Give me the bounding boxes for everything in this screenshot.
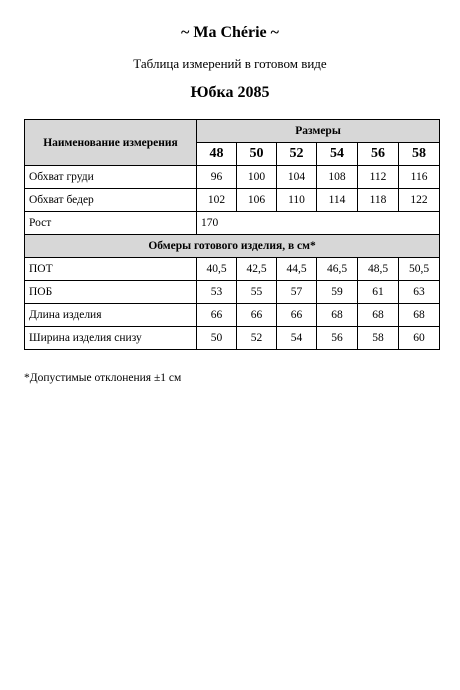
product-name: Юбка 2085 xyxy=(190,84,270,101)
size-cell: 50 xyxy=(237,143,277,166)
value-cell: 68 xyxy=(358,304,399,327)
value-cell: 42,5 xyxy=(237,258,277,281)
size-cell: 56 xyxy=(358,143,399,166)
row-label: Обхват груди xyxy=(25,166,197,189)
value-cell: 108 xyxy=(317,166,358,189)
row-label: ПОТ xyxy=(25,258,197,281)
table-header-row xyxy=(25,120,440,143)
table-row xyxy=(25,212,440,235)
value-cell: 66 xyxy=(237,304,277,327)
value-cell: 50 xyxy=(197,327,237,350)
value-cell: 50,5 xyxy=(399,258,440,281)
value-cell: 58 xyxy=(358,327,399,350)
sizes-header: Размеры xyxy=(197,120,440,143)
value-cell: 52 xyxy=(237,327,277,350)
section-header-row xyxy=(25,235,440,258)
value-cell: 122 xyxy=(399,189,440,212)
chart-subtitle: Таблица измерений в готовом виде xyxy=(133,56,327,71)
value-cell: 53 xyxy=(197,281,237,304)
value-cell: 102 xyxy=(197,189,237,212)
garment-measurements-header: Обмеры готового изделия, в см* xyxy=(25,235,440,258)
table-row xyxy=(25,281,440,304)
row-label: Длина изделия xyxy=(25,304,197,327)
value-cell: 40,5 xyxy=(197,258,237,281)
size-cell: 54 xyxy=(317,143,358,166)
row-label: Рост xyxy=(25,212,197,235)
value-cell: 112 xyxy=(358,166,399,189)
value-cell: 106 xyxy=(237,189,277,212)
value-cell: 110 xyxy=(277,189,317,212)
value-cell: 54 xyxy=(277,327,317,350)
value-cell: 57 xyxy=(277,281,317,304)
tolerance-note: *Допустимые отклонения ±1 см xyxy=(24,372,182,384)
value-cell: 44,5 xyxy=(277,258,317,281)
value-cell: 61 xyxy=(358,281,399,304)
table-row xyxy=(25,258,440,281)
value-cell: 56 xyxy=(317,327,358,350)
value-cell: 60 xyxy=(399,327,440,350)
value-cell: 68 xyxy=(317,304,358,327)
value-cell: 68 xyxy=(399,304,440,327)
value-cell: 48,5 xyxy=(358,258,399,281)
row-label: Ширина изделия снизу xyxy=(25,327,197,350)
table-row xyxy=(25,166,440,189)
value-cell: 118 xyxy=(358,189,399,212)
table-row xyxy=(25,189,440,212)
value-cell: 63 xyxy=(399,281,440,304)
value-cell: 66 xyxy=(277,304,317,327)
row-label: ПОБ xyxy=(25,281,197,304)
row-label: Обхват бедер xyxy=(25,189,197,212)
value-cell: 114 xyxy=(317,189,358,212)
height-value: 170 xyxy=(197,212,440,235)
value-cell: 55 xyxy=(237,281,277,304)
size-cell: 58 xyxy=(399,143,440,166)
value-cell: 96 xyxy=(197,166,237,189)
table-row xyxy=(25,327,440,350)
table-row xyxy=(25,304,440,327)
value-cell: 100 xyxy=(237,166,277,189)
value-cell: 66 xyxy=(197,304,237,327)
measurement-name-header: Наименование измерения xyxy=(25,120,197,166)
value-cell: 104 xyxy=(277,166,317,189)
value-cell: 116 xyxy=(399,166,440,189)
measurements-table xyxy=(24,119,440,350)
size-cell: 48 xyxy=(197,143,237,166)
value-cell: 46,5 xyxy=(317,258,358,281)
size-cell: 52 xyxy=(277,143,317,166)
brand-title: ~ Ma Chérie ~ xyxy=(181,24,279,41)
value-cell: 59 xyxy=(317,281,358,304)
